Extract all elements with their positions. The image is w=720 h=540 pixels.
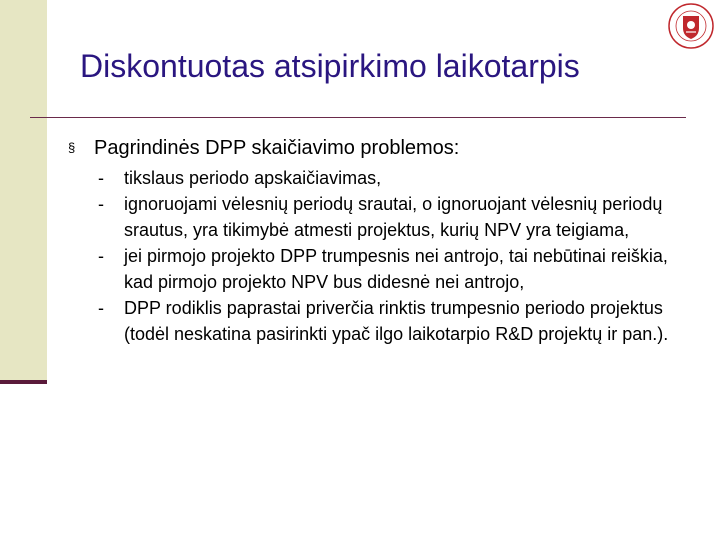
main-bullet-text: Pagrindinės DPP skaičiavimo problemos:: [94, 137, 460, 159]
list-item: [98, 243, 688, 295]
list-item-text: tikslaus periodo apskaičiavimas,: [124, 168, 382, 188]
list-item: [98, 165, 688, 191]
title-divider: [30, 117, 686, 118]
main-bullet: [68, 135, 688, 161]
list-item-text: ignoruojami vėlesnių periodų srautai, o ignoruojant vėlesnių periodų srautus, yra tikimybė atmesti projektus, kurių NPV yra teigiama,: [124, 194, 663, 240]
dash-marker: -: [98, 298, 104, 318]
list-item: [98, 295, 688, 347]
sub-list: [68, 165, 688, 347]
sidebar-band: [0, 0, 47, 382]
dash-marker: -: [98, 194, 104, 214]
list-item-text: DPP rodiklis paprastai priverčia rinktis trumpesnio periodo projektus (todėl neskatina pasirinkti ypač ilgo laikotarpio R&D projektų ir pan.).: [124, 298, 669, 344]
slide-title: Diskontuotas atsipirkimo laikotarpis: [80, 48, 580, 84]
sidebar-rule: [0, 380, 47, 384]
dash-marker: -: [98, 168, 104, 188]
list-item: [98, 191, 688, 243]
dash-marker: -: [98, 246, 104, 266]
bullet-marker: §: [68, 140, 76, 155]
university-seal-icon: [667, 2, 715, 50]
slide-body: [68, 135, 688, 347]
list-item-text: jei pirmojo projekto DPP trumpesnis nei antrojo, tai nebūtinai reiškia, kad pirmojo projekto NPV bus didesnė nei antrojo,: [124, 246, 668, 292]
